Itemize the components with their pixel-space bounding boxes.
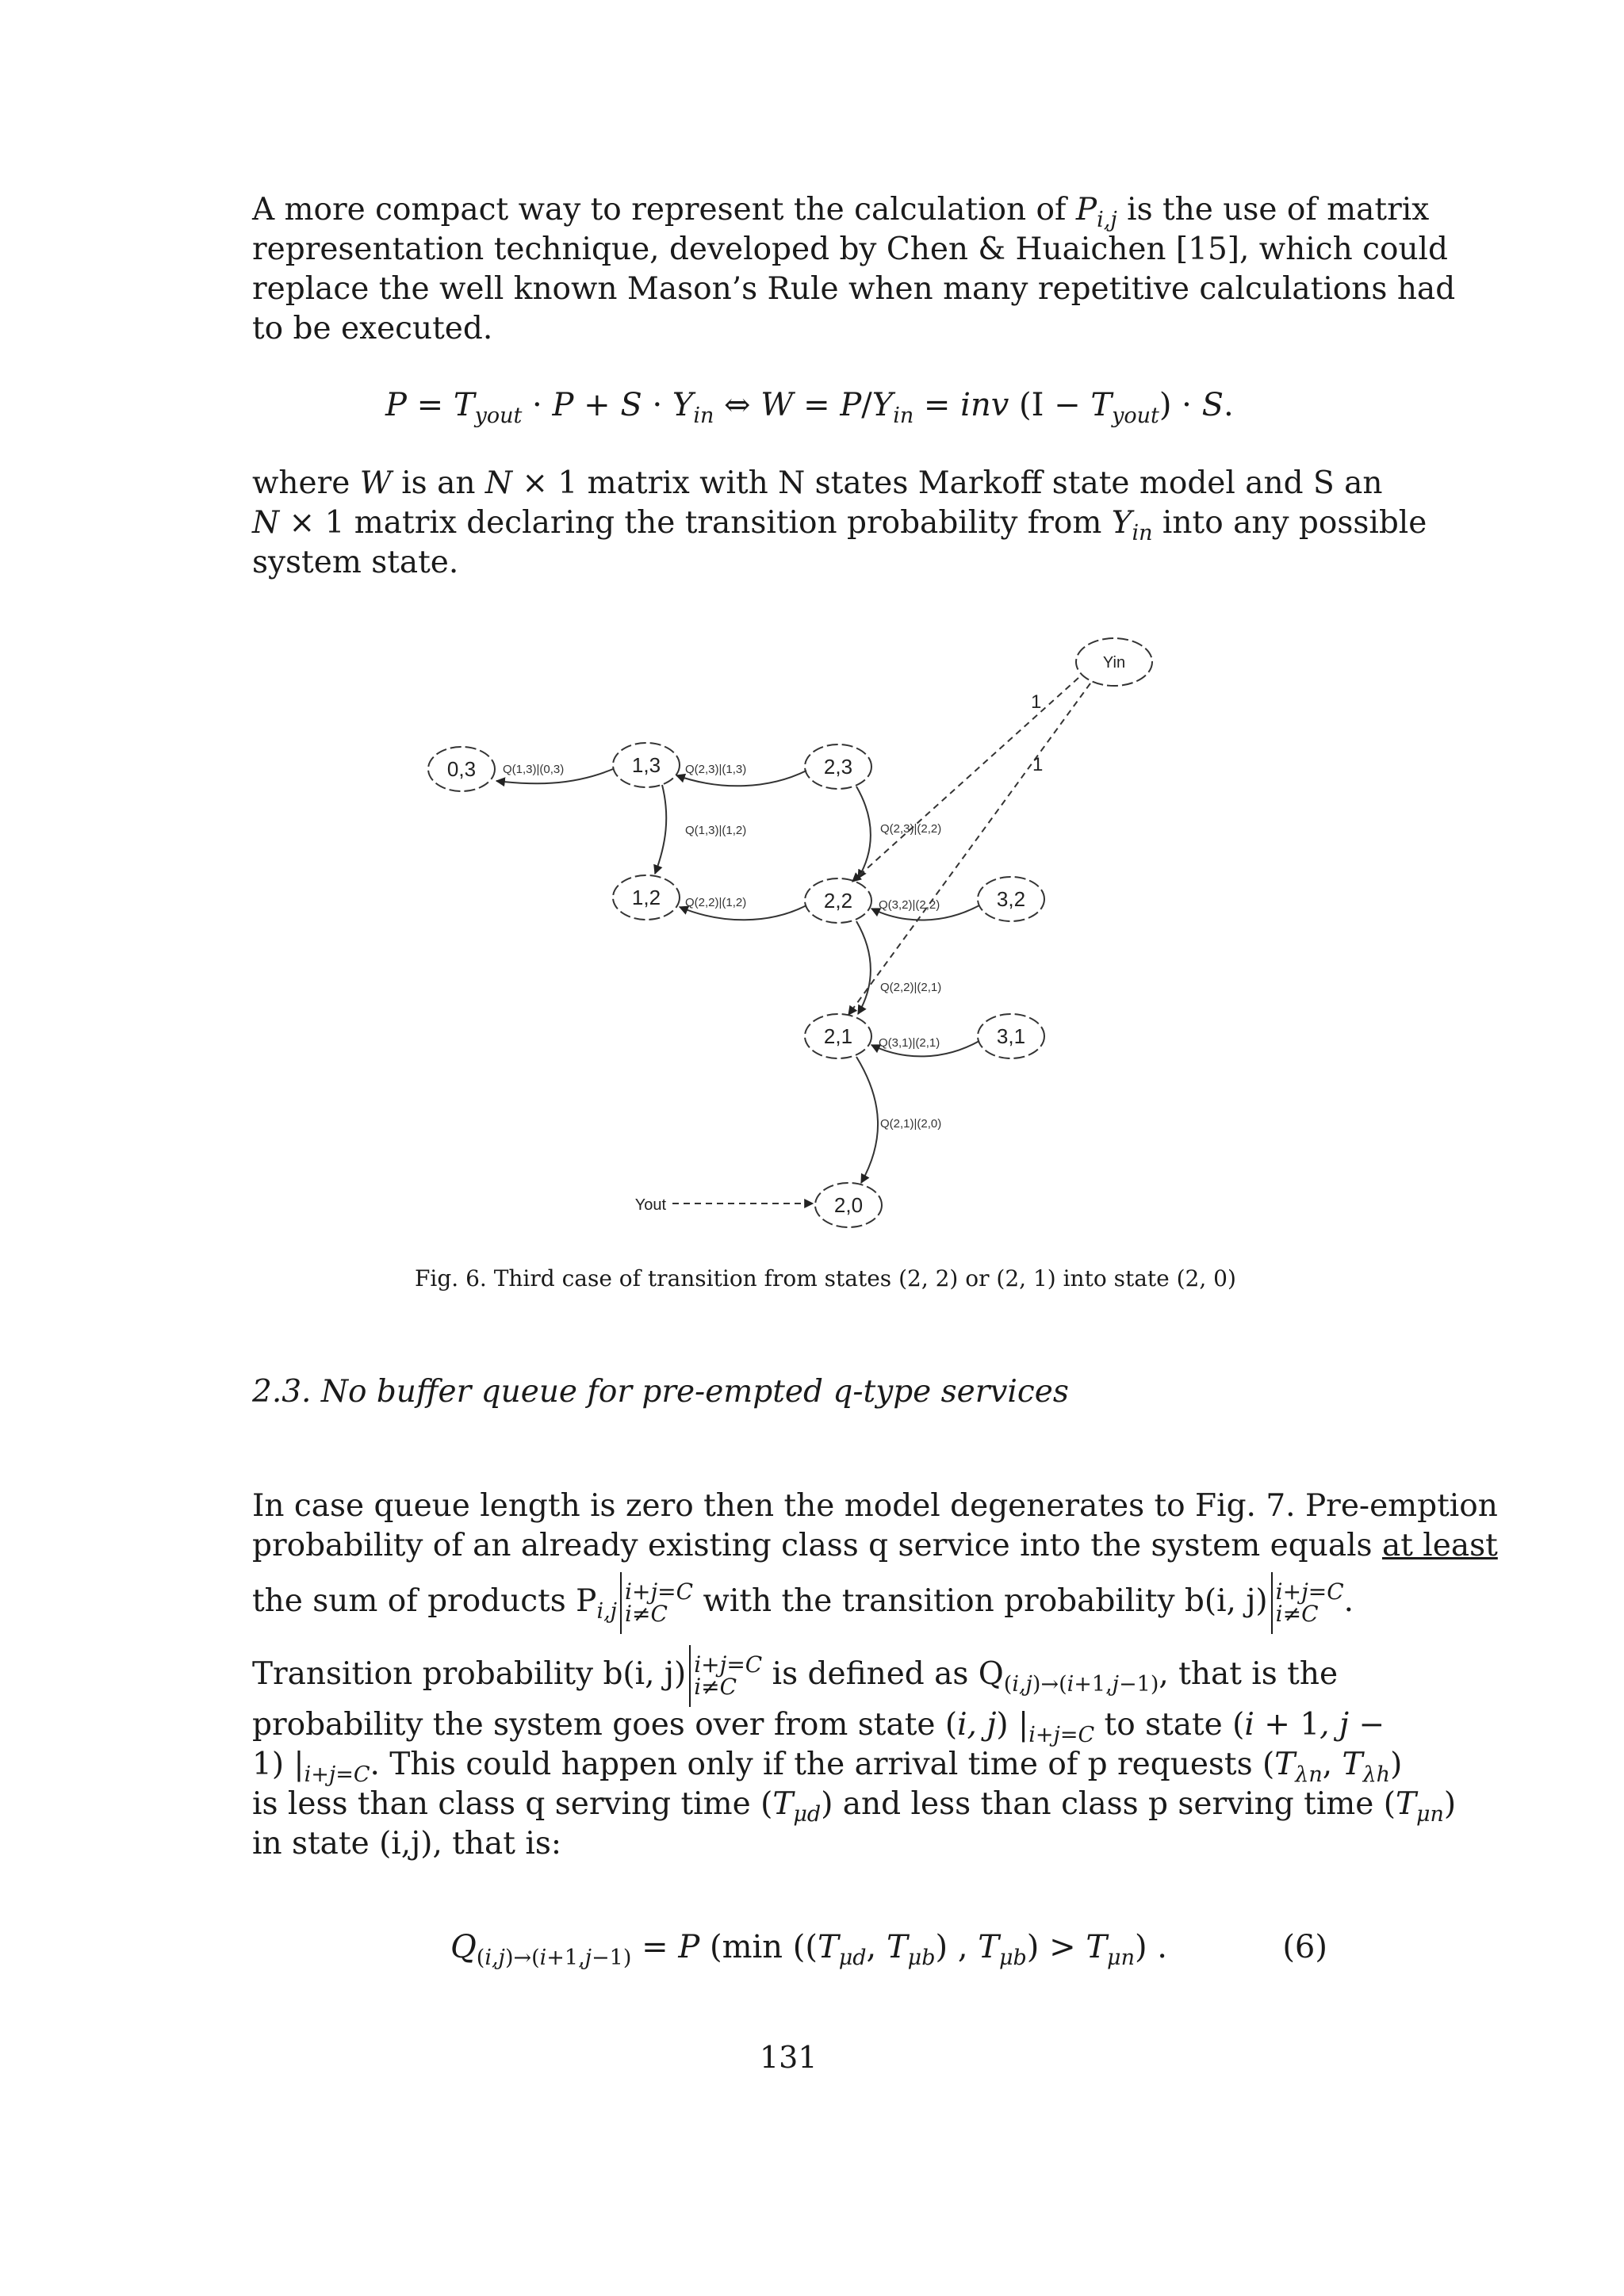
paragraph-3-line-4-text-b: is defined as Q [772,1656,1004,1692]
edge-yin-to-22 [852,678,1078,882]
paragraph-3-line-1: In case queue length is zero then the model degenerates to Fig. 7. Pre-emption [252,1488,1498,1524]
paragraph-3-line-4: Transition probability b(i, j) i+j=C i≠C is defined as $Q_{(i,j)\to(i+1,j-1)}$, that is the [252,1644,1327,1705]
paragraph-3-line-6: 1) $|_{i+j=C}$. This could happen only if the arrival time of p requests ($T_{\lambda n}$, $T_{\lambda h}$) [252,1747,1403,1787]
paragraph-3-line-8: in state (i,j), that is: [252,1826,561,1862]
edge-label-q31-21: Q(3,1)|(2,1) [879,1036,940,1050]
yin-edge-label-1a: 1 [1031,691,1042,713]
section-heading: 2.3. No buffer queue for pre-empted q-type services [252,1374,1069,1410]
paragraph-3-line-5: probability the system goes over from state (i, j) $|_{i+j=C}$ to state (i + 1, j − [252,1707,1385,1747]
edge-label-q23-13: Q(2,3)|(1,3) [685,763,747,776]
edge-label-q22-12: Q(2,2)|(1,2) [685,896,747,909]
paragraph-3-line-3-text-a: the sum of products P [252,1583,597,1619]
paragraph-3-line-4-text-c: , that is the [1159,1656,1339,1692]
edge-label-q21-20: Q(2,1)|(2,0) [880,1117,942,1131]
state-transition-diagram [420,618,1174,1253]
node-2-2-label: 2,2 [823,889,853,913]
page-number: 131 [760,2040,818,2075]
node-2-1-label: 2,1 [823,1024,853,1048]
paragraph-1-line-1: A more compact way to represent the calculation of $P_{i,j}$ is the use of matrix [252,192,1430,232]
node-yin-label: Yin [1102,654,1126,672]
underlined-at-least: at least [1381,1528,1498,1563]
equation-6-number: (6) [1282,1929,1327,1965]
paragraph-3-line-2 [252,1526,1498,1566]
paragraph-3-line-7: is less than class q serving time $(T_{\mu d})$ and less than class p serving time $(T_{\mu n})$ [252,1786,1457,1827]
paragraph-1-line-2: representation technique, developed by Chen & Huaichen [15], which could [252,232,1448,267]
yout-label: Yout [634,1196,666,1214]
node-3-1-label: 3,1 [996,1024,1026,1048]
paragraph-3-line-4-text-a: Transition probability b(i, j) [252,1656,687,1692]
paragraph-2-line-2: N × 1 matrix declaring the transition probability from $Y_{in}$ into any possible [252,505,1427,545]
paragraph-3-line-3-text-b: with the transition probability b(i, j) [703,1583,1268,1619]
paragraph-2-line-3: system state. [252,545,459,580]
figure-caption: Fig. 6. Third case of transition from states (2, 2) or (2, 1) into state (2, 0) [415,1265,1236,1292]
node-1-3-label: 1,3 [631,753,661,777]
paragraph-1 [252,190,1456,349]
paragraph-3-line-3: the sum of products $P_{i,j}i+j=C$ i≠C with the transition probability b(i, j) i+j=C i≠C . [252,1571,1327,1632]
paragraph-3 [252,1487,1498,1864]
paragraph-1-line-3: replace the well known Mason’s Rule when many repetitive calculations had [252,271,1456,307]
edge-yin-to-21 [848,683,1090,1015]
paragraph-2 [252,464,1427,583]
node-3-2-label: 3,2 [996,887,1026,911]
equation-6: $Q_{(i,j)\to(i+1,j-1)} = P$ (min (($T_{\mu d}$, $T_{\mu b}$) , $T_{\mu b}) > T_{\mu n}$) . [450,1929,1168,1970]
node-2-3-label: 2,3 [823,755,853,779]
figure-6 [420,618,1174,1253]
edge-label-q22-21: Q(2,2)|(2,1) [880,981,942,994]
edge-label-q13-03: Q(1,3)|(0,3) [503,763,565,776]
node-0-3-label: 0,3 [446,757,477,781]
paragraph-1-line-4: to be executed. [252,311,493,346]
edge-label-q32-22: Q(3,2)|(2,2) [879,898,940,912]
node-2-0-label: 2,0 [833,1193,864,1217]
node-1-2-label: 1,2 [631,886,661,909]
paragraph-2-line-1: where W is an N × 1 matrix with N states Markoff state model and S an [252,465,1383,501]
edge-label-q23-22: Q(2,3)|(2,2) [880,822,942,836]
edge-21-to-20 [856,1057,878,1183]
yin-edge-label-1b: 1 [1032,754,1044,775]
edge-23-to-22 [856,786,871,878]
edge-13-to-12 [655,785,666,874]
edge-label-q13-12: Q(1,3)|(1,2) [685,824,747,837]
paragraph-3-line-2-text: probability of an already existing class q service into the system equals [252,1528,1382,1563]
equation-1: $P = T_{yout} \cdot P + S \cdot Y_{in}$ ⇔ $W = P/Y_{in}$ = inv $(I - T_{yout}) \cdot S$. [385,387,1234,428]
